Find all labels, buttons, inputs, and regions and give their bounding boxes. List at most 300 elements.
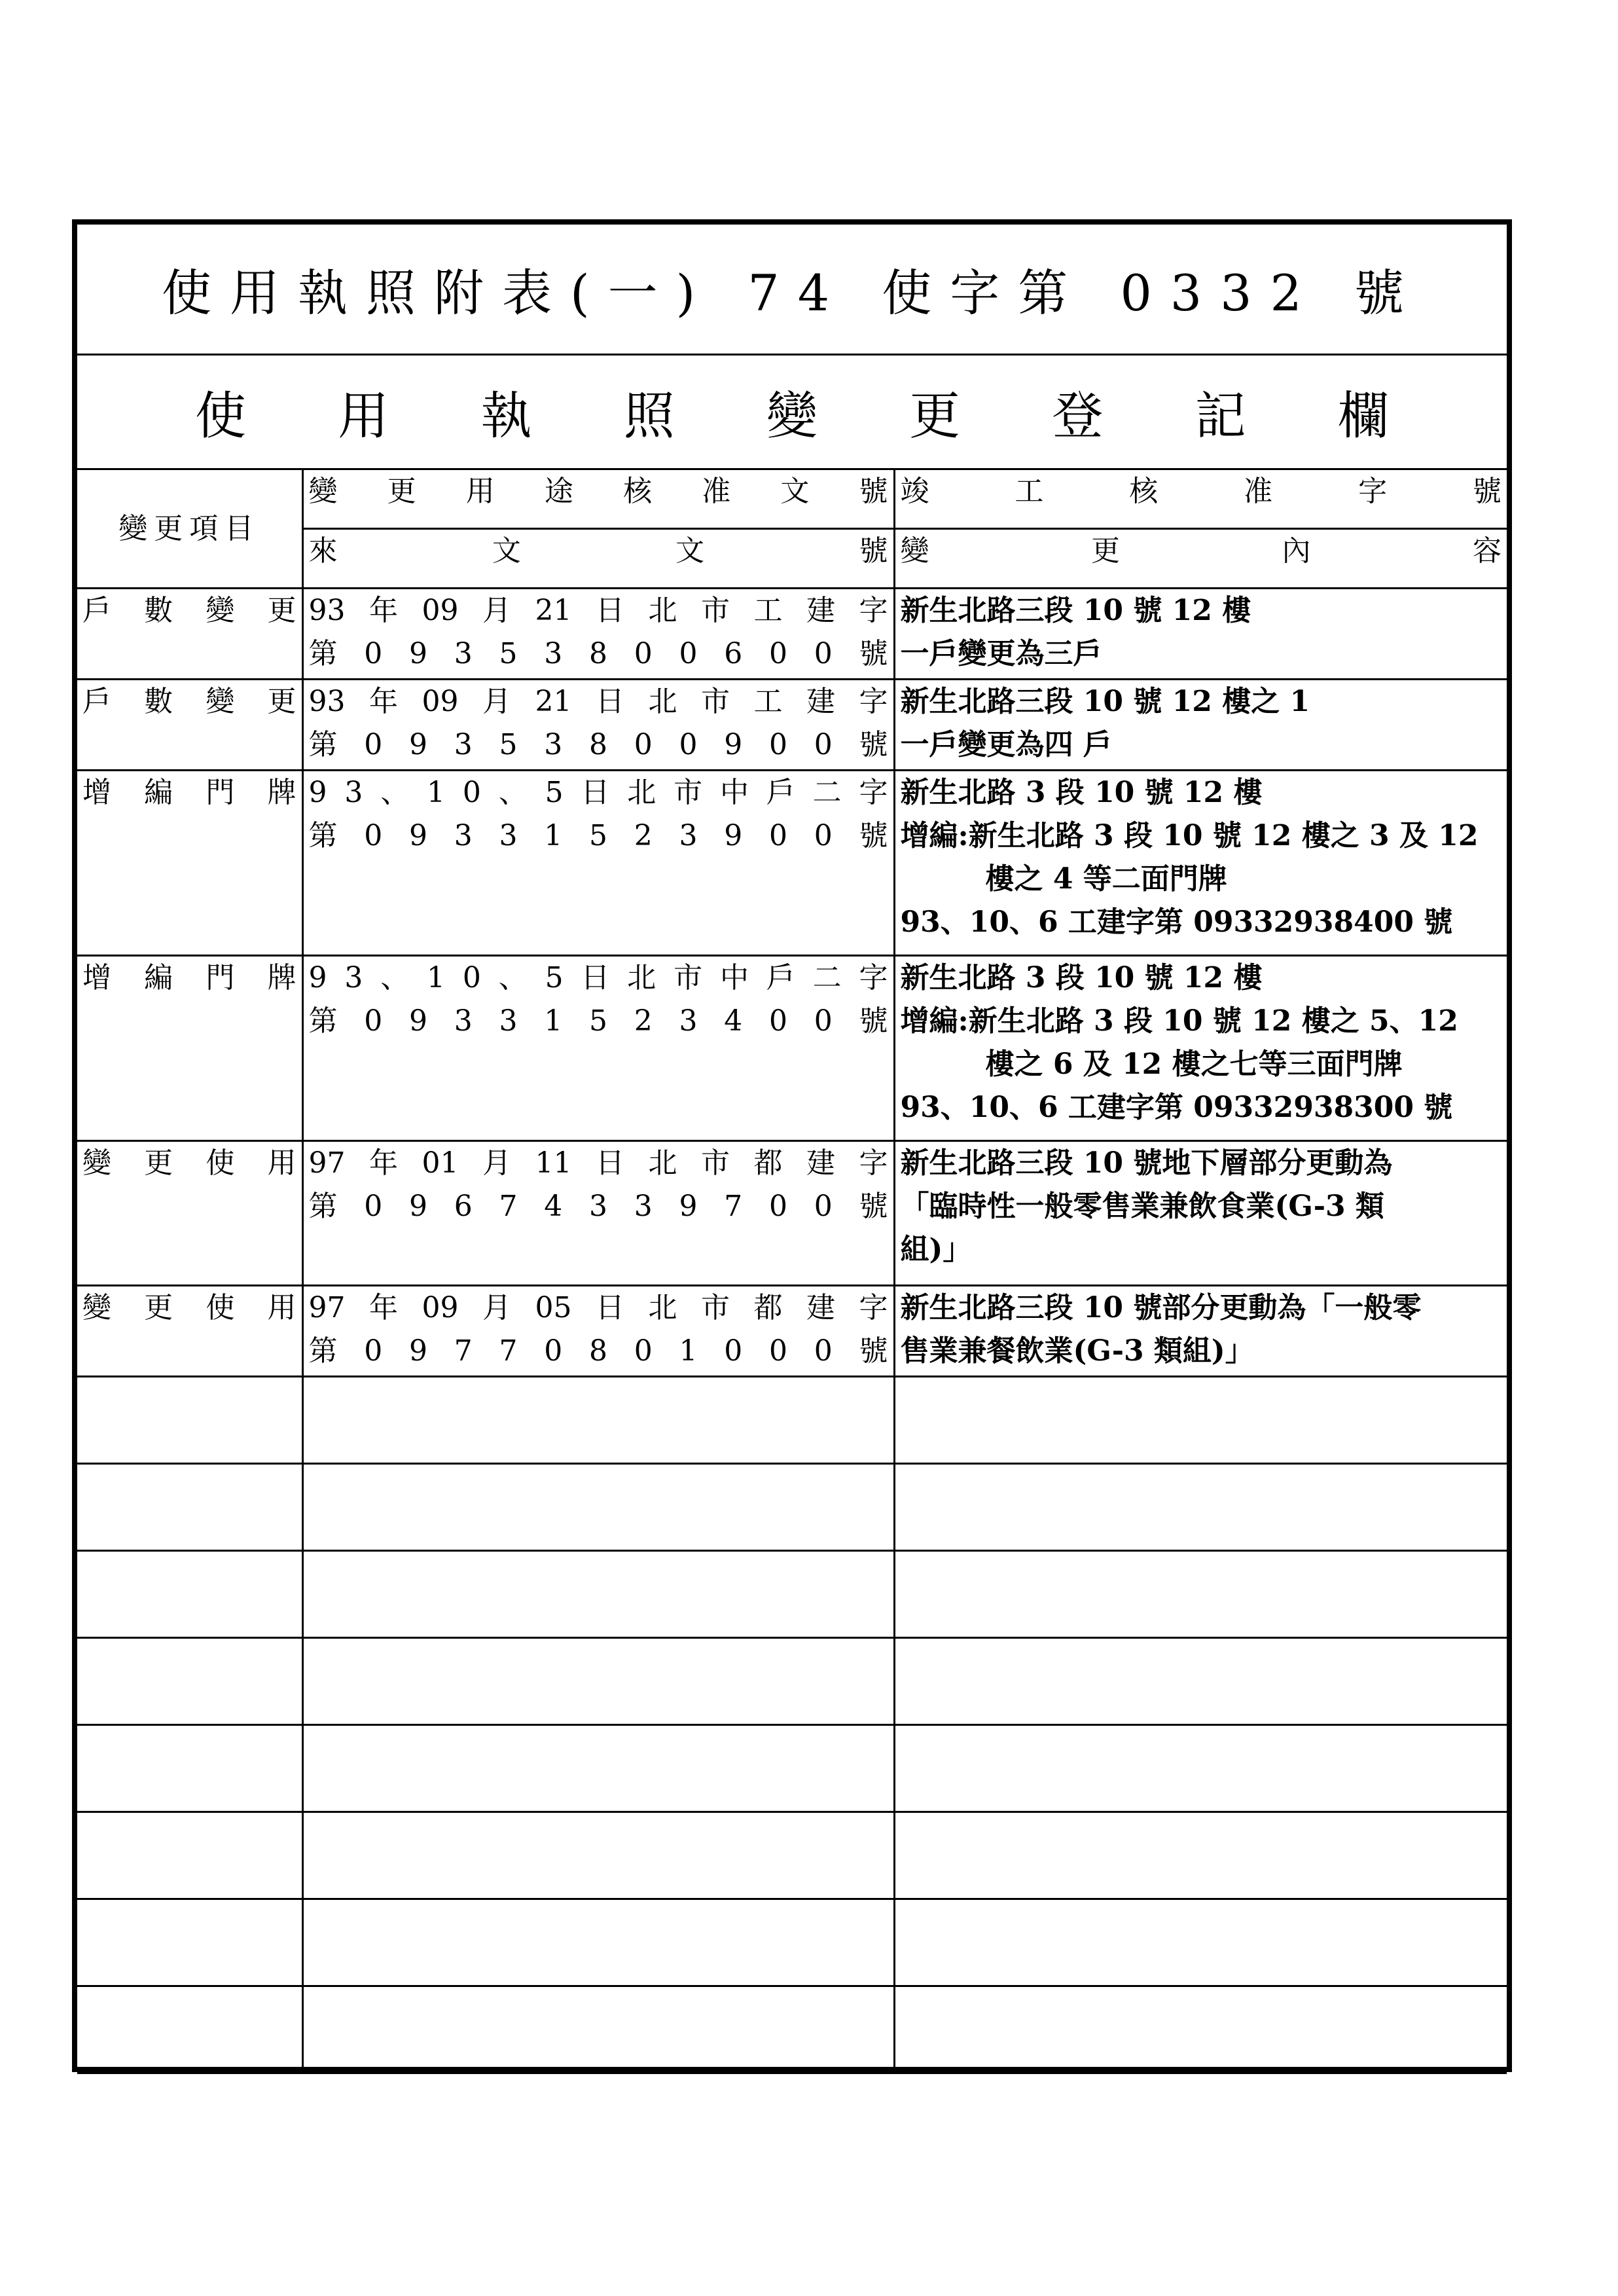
empty-row <box>77 1899 1507 1986</box>
header-char: 竣 <box>900 475 929 508</box>
doc-char: 0 <box>769 1190 787 1223</box>
doc-char: 日 <box>596 1291 624 1324</box>
doc-char: 更 <box>267 594 297 627</box>
change-item-cell <box>77 1286 302 1377</box>
doc-char: 號 <box>859 728 888 761</box>
doc-char: 0 <box>769 819 787 852</box>
header-char: 工 <box>1015 475 1044 508</box>
doc-char: 05 <box>535 1291 572 1324</box>
doc-char: 二 <box>812 776 842 809</box>
doc-char: 用 <box>267 1146 297 1180</box>
doc-char: 3 <box>499 1004 518 1038</box>
doc-char: 變 <box>82 1291 111 1324</box>
doc-number-line <box>309 1000 888 1043</box>
doc-char: 5 <box>499 637 518 670</box>
doc-char: 0 <box>634 637 653 670</box>
header-char: 來 <box>308 534 338 568</box>
doc-char: 0 <box>364 1334 383 1368</box>
change-content-cell <box>894 1141 1507 1286</box>
doc-char: 、 <box>498 776 528 809</box>
change-content-cell <box>894 771 1507 956</box>
empty-row <box>77 1551 1507 1638</box>
doc-char: 8 <box>589 637 607 670</box>
doc-char: 二 <box>812 961 842 994</box>
doc-char: 0 <box>769 1334 787 1368</box>
doc-char: 01 <box>422 1146 459 1180</box>
change-item-cell <box>77 956 302 1141</box>
doc-char: 用 <box>267 1291 297 1324</box>
change-item <box>82 680 297 723</box>
doc-char: 3 <box>454 637 473 670</box>
doc-char: 1 <box>544 1004 563 1038</box>
doc-char: 編 <box>144 776 173 809</box>
doc-char: 3 <box>454 819 473 852</box>
doc-char: 9 <box>724 819 743 852</box>
doc-char: 日 <box>596 1146 624 1180</box>
doc-char: 7 <box>454 1334 473 1368</box>
doc-char: 牌 <box>267 961 297 994</box>
doc-char: 增 <box>82 961 111 994</box>
doc-char: 3 <box>499 819 518 852</box>
doc-char: 3 <box>544 728 563 761</box>
header-char: 文 <box>492 534 521 568</box>
subtitle-char: 照 <box>623 387 675 446</box>
doc-char: 中 <box>719 961 749 994</box>
doc-char: 97 <box>308 1146 346 1180</box>
doc-char: 號 <box>859 637 888 670</box>
doc-char: 93 <box>308 685 346 718</box>
doc-char: 月 <box>482 685 511 718</box>
doc-char: 、 <box>380 776 410 809</box>
doc-char: 日 <box>596 685 624 718</box>
doc-char: 第 <box>308 637 338 670</box>
empty-cell <box>302 1899 894 1986</box>
table-row <box>77 589 1507 680</box>
doc-char: 0 <box>814 1004 833 1038</box>
doc-char: 市 <box>701 1291 730 1324</box>
empty-cell <box>302 1986 894 2073</box>
doc-char: 8 <box>589 1334 607 1368</box>
header-char: 號 <box>859 534 888 568</box>
doc-char: 3 <box>544 637 563 670</box>
content-line: 新生北路三段 10 號 12 樓 <box>900 594 1251 627</box>
doc-char: 5 <box>499 728 518 761</box>
doc-char: 字 <box>859 594 888 627</box>
change-item <box>82 1286 297 1330</box>
subtitle-char: 變 <box>766 387 818 446</box>
empty-cell <box>77 1638 302 1725</box>
doc-char: 0 <box>769 637 787 670</box>
header-char: 號 <box>1472 475 1501 508</box>
doc-char: 編 <box>144 961 173 994</box>
doc-char: 變 <box>82 1146 111 1180</box>
form-subtitle <box>77 355 1507 470</box>
doc-char: 9 <box>409 819 427 852</box>
doc-char: 09 <box>422 1291 459 1324</box>
doc-char: 3 <box>454 728 473 761</box>
doc-date-line <box>309 589 888 632</box>
doc-char: 號 <box>859 1004 888 1038</box>
header-char: 變 <box>900 534 929 568</box>
change-content-cell <box>894 956 1507 1141</box>
header-row-1 <box>77 470 1507 529</box>
header-char: 更 <box>1091 534 1120 568</box>
header-change-item: 變更項目 <box>77 470 302 589</box>
empty-cell <box>894 1812 1507 1899</box>
header-char: 字 <box>1358 475 1388 508</box>
doc-char: 3 <box>634 1190 653 1223</box>
change-item-cell <box>77 680 302 771</box>
empty-cell <box>77 1377 302 1464</box>
doc-char: 3 <box>589 1190 607 1223</box>
content-line: 93、10、6 工建字第 09332938400 號 <box>900 905 1453 939</box>
doc-char: 月 <box>482 1146 511 1180</box>
doc-char: 93 <box>308 594 346 627</box>
content-line: 新生北路 3 段 10 號 12 樓 <box>900 961 1263 994</box>
doc-char: 字 <box>859 776 888 809</box>
doc-char: 牌 <box>267 776 297 809</box>
doc-char: 3 <box>679 1004 698 1038</box>
doc-char: 北 <box>648 594 677 627</box>
content-line: 新生北路三段 10 號 12 樓之 1 <box>900 685 1310 718</box>
doc-char: 0 <box>364 1004 383 1038</box>
content-line: 組)」 <box>900 1233 972 1266</box>
doc-char: 市 <box>701 685 730 718</box>
header-char: 容 <box>1473 534 1501 568</box>
doc-number-line <box>309 723 888 767</box>
doc-char: 建 <box>806 1146 835 1180</box>
doc-char: 0 <box>462 961 481 994</box>
doc-char: 門 <box>206 961 235 994</box>
table-row <box>77 1141 1507 1286</box>
doc-char: 日 <box>581 961 610 994</box>
header-char: 更 <box>387 475 416 508</box>
doc-char: 0 <box>364 728 383 761</box>
empty-cell <box>894 1638 1507 1725</box>
doc-char: 5 <box>589 1004 607 1038</box>
header-char: 文 <box>675 534 705 568</box>
doc-char: 工 <box>753 594 783 627</box>
doc-char: 年 <box>369 685 398 718</box>
license-form <box>72 219 1512 2072</box>
doc-char: 更 <box>144 1291 173 1324</box>
empty-cell <box>77 1725 302 1812</box>
doc-char: 7 <box>724 1190 743 1223</box>
header-char: 變 <box>308 475 338 508</box>
doc-char: 5 <box>545 776 564 809</box>
doc-number-cell <box>302 1141 894 1286</box>
doc-char: 、 <box>380 961 410 994</box>
doc-char: 9 <box>409 1334 427 1368</box>
doc-char: 6 <box>454 1190 473 1223</box>
doc-char: 0 <box>462 776 481 809</box>
empty-cell <box>302 1638 894 1725</box>
content-line: 增編:新生北路 3 段 10 號 12 樓之 3 及 12 <box>900 819 1479 852</box>
doc-char: 第 <box>308 1334 338 1368</box>
empty-cell <box>894 1464 1507 1551</box>
doc-number-line <box>309 632 888 676</box>
doc-char: 月 <box>482 594 511 627</box>
doc-char: 5 <box>545 961 564 994</box>
doc-char: 0 <box>814 728 833 761</box>
subtitle-char: 執 <box>480 387 532 446</box>
doc-char: 21 <box>535 594 572 627</box>
change-item-cell <box>77 589 302 680</box>
content-line: 增編:新生北路 3 段 10 號 12 樓之 5、12 <box>900 1004 1458 1038</box>
doc-char: 戶 <box>766 776 795 809</box>
empty-cell <box>302 1377 894 1464</box>
doc-date-line <box>309 1286 888 1330</box>
doc-char: 年 <box>369 1146 398 1180</box>
content-line: 樓之 6 及 12 樓之七等三面門牌 <box>985 1048 1403 1081</box>
empty-row <box>77 1812 1507 1899</box>
content-line: 新生北路三段 10 號部分更動為「一般零 <box>900 1291 1422 1324</box>
doc-number-line <box>309 1330 888 1373</box>
doc-date-line <box>309 1142 888 1185</box>
change-item <box>82 1142 297 1185</box>
doc-char: 0 <box>679 637 698 670</box>
doc-char: 市 <box>701 594 730 627</box>
doc-char: 日 <box>596 594 624 627</box>
header-char: 用 <box>465 475 495 508</box>
table-row <box>77 680 1507 771</box>
doc-char: 0 <box>814 1334 833 1368</box>
doc-char: 日 <box>581 776 610 809</box>
doc-char: 年 <box>369 1291 398 1324</box>
header-char: 准 <box>1244 475 1273 508</box>
doc-char: 變 <box>206 685 235 718</box>
content-line: 樓之 4 等二面門牌 <box>985 862 1227 896</box>
doc-char: 使 <box>206 1146 235 1180</box>
doc-char: 3 <box>454 1004 473 1038</box>
doc-char: 09 <box>422 685 459 718</box>
doc-char: 2 <box>634 819 653 852</box>
header-char: 途 <box>544 475 573 508</box>
subtitle-char: 更 <box>909 387 961 446</box>
empty-cell <box>77 1899 302 1986</box>
doc-char: 0 <box>364 819 383 852</box>
doc-number-line <box>309 1185 888 1228</box>
doc-char: 0 <box>364 1190 383 1223</box>
doc-char: 0 <box>544 1334 563 1368</box>
doc-date-line <box>309 957 888 1000</box>
change-item-cell <box>77 1141 302 1286</box>
doc-char: 市 <box>674 961 703 994</box>
empty-cell <box>302 1551 894 1638</box>
header-char: 准 <box>702 475 731 508</box>
header-char: 內 <box>1282 534 1311 568</box>
content-line: 新生北路 3 段 10 號 12 樓 <box>900 776 1263 809</box>
form-title: 使用執照附表(一) 74 使字第 0332 號 <box>77 225 1507 355</box>
doc-char: 第 <box>308 1004 338 1038</box>
empty-cell <box>894 1377 1507 1464</box>
doc-char: 字 <box>859 1146 888 1180</box>
doc-char: 3 <box>344 961 363 994</box>
subtitle-char: 用 <box>338 387 389 446</box>
doc-number-cell <box>302 771 894 956</box>
doc-char: 0 <box>769 1004 787 1038</box>
doc-char: 1 <box>544 819 563 852</box>
table-row <box>77 771 1507 956</box>
header-char: 號 <box>859 475 888 508</box>
empty-cell <box>77 1812 302 1899</box>
doc-char: 都 <box>753 1291 783 1324</box>
doc-char: 8 <box>589 728 607 761</box>
table-row <box>77 956 1507 1141</box>
content-line: 新生北路三段 10 號地下層部分更動為 <box>900 1146 1393 1180</box>
content-line: 一戶變更為四 戶 <box>900 728 1112 761</box>
doc-char: 0 <box>814 1190 833 1223</box>
doc-char: 北 <box>627 776 656 809</box>
table-row <box>77 1286 1507 1377</box>
change-item <box>82 589 297 632</box>
doc-char: 北 <box>648 1146 677 1180</box>
doc-char: 建 <box>806 1291 835 1324</box>
doc-char: 0 <box>634 1334 653 1368</box>
doc-char: 中 <box>719 776 749 809</box>
doc-char: 4 <box>724 1004 743 1038</box>
doc-char: 戶 <box>766 961 795 994</box>
doc-number-cell <box>302 1286 894 1377</box>
doc-char: 0 <box>679 728 698 761</box>
change-content-cell <box>894 680 1507 771</box>
doc-char: 0 <box>724 1334 743 1368</box>
doc-char: 0 <box>364 637 383 670</box>
header-char: 核 <box>1129 475 1159 508</box>
doc-char: 1 <box>679 1334 698 1368</box>
header-char: 文 <box>780 475 810 508</box>
doc-char: 字 <box>859 685 888 718</box>
subtitle-char: 登 <box>1052 387 1104 446</box>
doc-char: 第 <box>308 819 338 852</box>
doc-char: 第 <box>308 1190 338 1223</box>
doc-char: 9 <box>409 1004 427 1038</box>
header-change-content <box>894 529 1507 589</box>
change-item <box>82 771 297 814</box>
doc-char: 市 <box>701 1146 730 1180</box>
doc-char: 11 <box>535 1146 572 1180</box>
subtitle-char: 記 <box>1195 387 1246 446</box>
doc-char: 、 <box>498 961 528 994</box>
doc-date-line <box>309 680 888 723</box>
doc-char: 使 <box>206 1291 235 1324</box>
doc-char: 0 <box>814 819 833 852</box>
doc-char: 工 <box>753 685 783 718</box>
content-line: 「臨時性一般零售業兼飲食業(G-3 類 <box>900 1190 1384 1223</box>
doc-char: 0 <box>769 728 787 761</box>
doc-char: 0 <box>634 728 653 761</box>
empty-cell <box>302 1464 894 1551</box>
doc-char: 數 <box>144 594 173 627</box>
doc-char: 增 <box>82 776 111 809</box>
doc-char: 號 <box>859 1334 888 1368</box>
doc-char: 號 <box>859 1190 888 1223</box>
change-record-table <box>77 470 1507 2074</box>
empty-cell <box>77 1551 302 1638</box>
doc-number-cell <box>302 589 894 680</box>
doc-char: 字 <box>859 961 888 994</box>
empty-cell <box>894 1551 1507 1638</box>
change-item <box>82 957 297 1000</box>
doc-char: 3 <box>679 819 698 852</box>
doc-char: 5 <box>589 819 607 852</box>
doc-char: 更 <box>267 685 297 718</box>
doc-char: 北 <box>648 685 677 718</box>
doc-char: 建 <box>806 594 835 627</box>
header-incoming-doc <box>302 529 894 589</box>
doc-char: 9 <box>308 961 327 994</box>
doc-char: 建 <box>806 685 835 718</box>
doc-char: 9 <box>409 728 427 761</box>
doc-char: 號 <box>859 819 888 852</box>
header-approval-no <box>302 470 894 529</box>
doc-char: 1 <box>427 776 446 809</box>
doc-char: 2 <box>634 1004 653 1038</box>
empty-cell <box>77 1464 302 1551</box>
doc-char: 北 <box>627 961 656 994</box>
doc-date-line <box>309 771 888 814</box>
doc-char: 變 <box>206 594 235 627</box>
doc-char: 09 <box>422 594 459 627</box>
doc-char: 戶 <box>82 685 111 718</box>
content-line: 一戶變更為三戶 <box>900 637 1102 670</box>
doc-char: 9 <box>409 637 427 670</box>
doc-char: 9 <box>679 1190 698 1223</box>
empty-cell <box>894 1899 1507 1986</box>
doc-char: 1 <box>427 961 446 994</box>
empty-row <box>77 1725 1507 1812</box>
doc-char: 3 <box>344 776 363 809</box>
doc-char: 都 <box>753 1146 783 1180</box>
change-content-cell <box>894 589 1507 680</box>
doc-char: 年 <box>369 594 398 627</box>
header-char: 核 <box>623 475 653 508</box>
empty-cell <box>894 1725 1507 1812</box>
doc-char: 第 <box>308 728 338 761</box>
doc-char: 更 <box>144 1146 173 1180</box>
doc-number-line <box>309 814 888 858</box>
empty-row <box>77 1638 1507 1725</box>
doc-char: 7 <box>499 1334 518 1368</box>
doc-char: 北 <box>648 1291 677 1324</box>
empty-row <box>77 1377 1507 1464</box>
empty-cell <box>302 1812 894 1899</box>
doc-char: 4 <box>544 1190 563 1223</box>
doc-char: 字 <box>859 1291 888 1324</box>
doc-char: 9 <box>308 776 327 809</box>
change-content-cell <box>894 1286 1507 1377</box>
empty-row <box>77 1464 1507 1551</box>
doc-number-cell <box>302 956 894 1141</box>
subtitle-char: 欄 <box>1337 387 1389 446</box>
doc-char: 市 <box>674 776 703 809</box>
doc-char: 戶 <box>82 594 111 627</box>
header-completion-no <box>894 470 1507 529</box>
doc-char: 21 <box>535 685 572 718</box>
doc-char: 0 <box>814 637 833 670</box>
content-line: 93、10、6 工建字第 09332938300 號 <box>900 1091 1453 1124</box>
content-line: 售業兼餐飲業(G-3 類組)」 <box>900 1334 1254 1368</box>
doc-number-cell <box>302 680 894 771</box>
empty-cell <box>302 1725 894 1812</box>
doc-char: 月 <box>482 1291 511 1324</box>
doc-char: 數 <box>144 685 173 718</box>
doc-char: 9 <box>724 728 743 761</box>
change-item-cell <box>77 771 302 956</box>
subtitle-char: 使 <box>195 387 247 446</box>
doc-char: 9 <box>409 1190 427 1223</box>
doc-char: 門 <box>206 776 235 809</box>
